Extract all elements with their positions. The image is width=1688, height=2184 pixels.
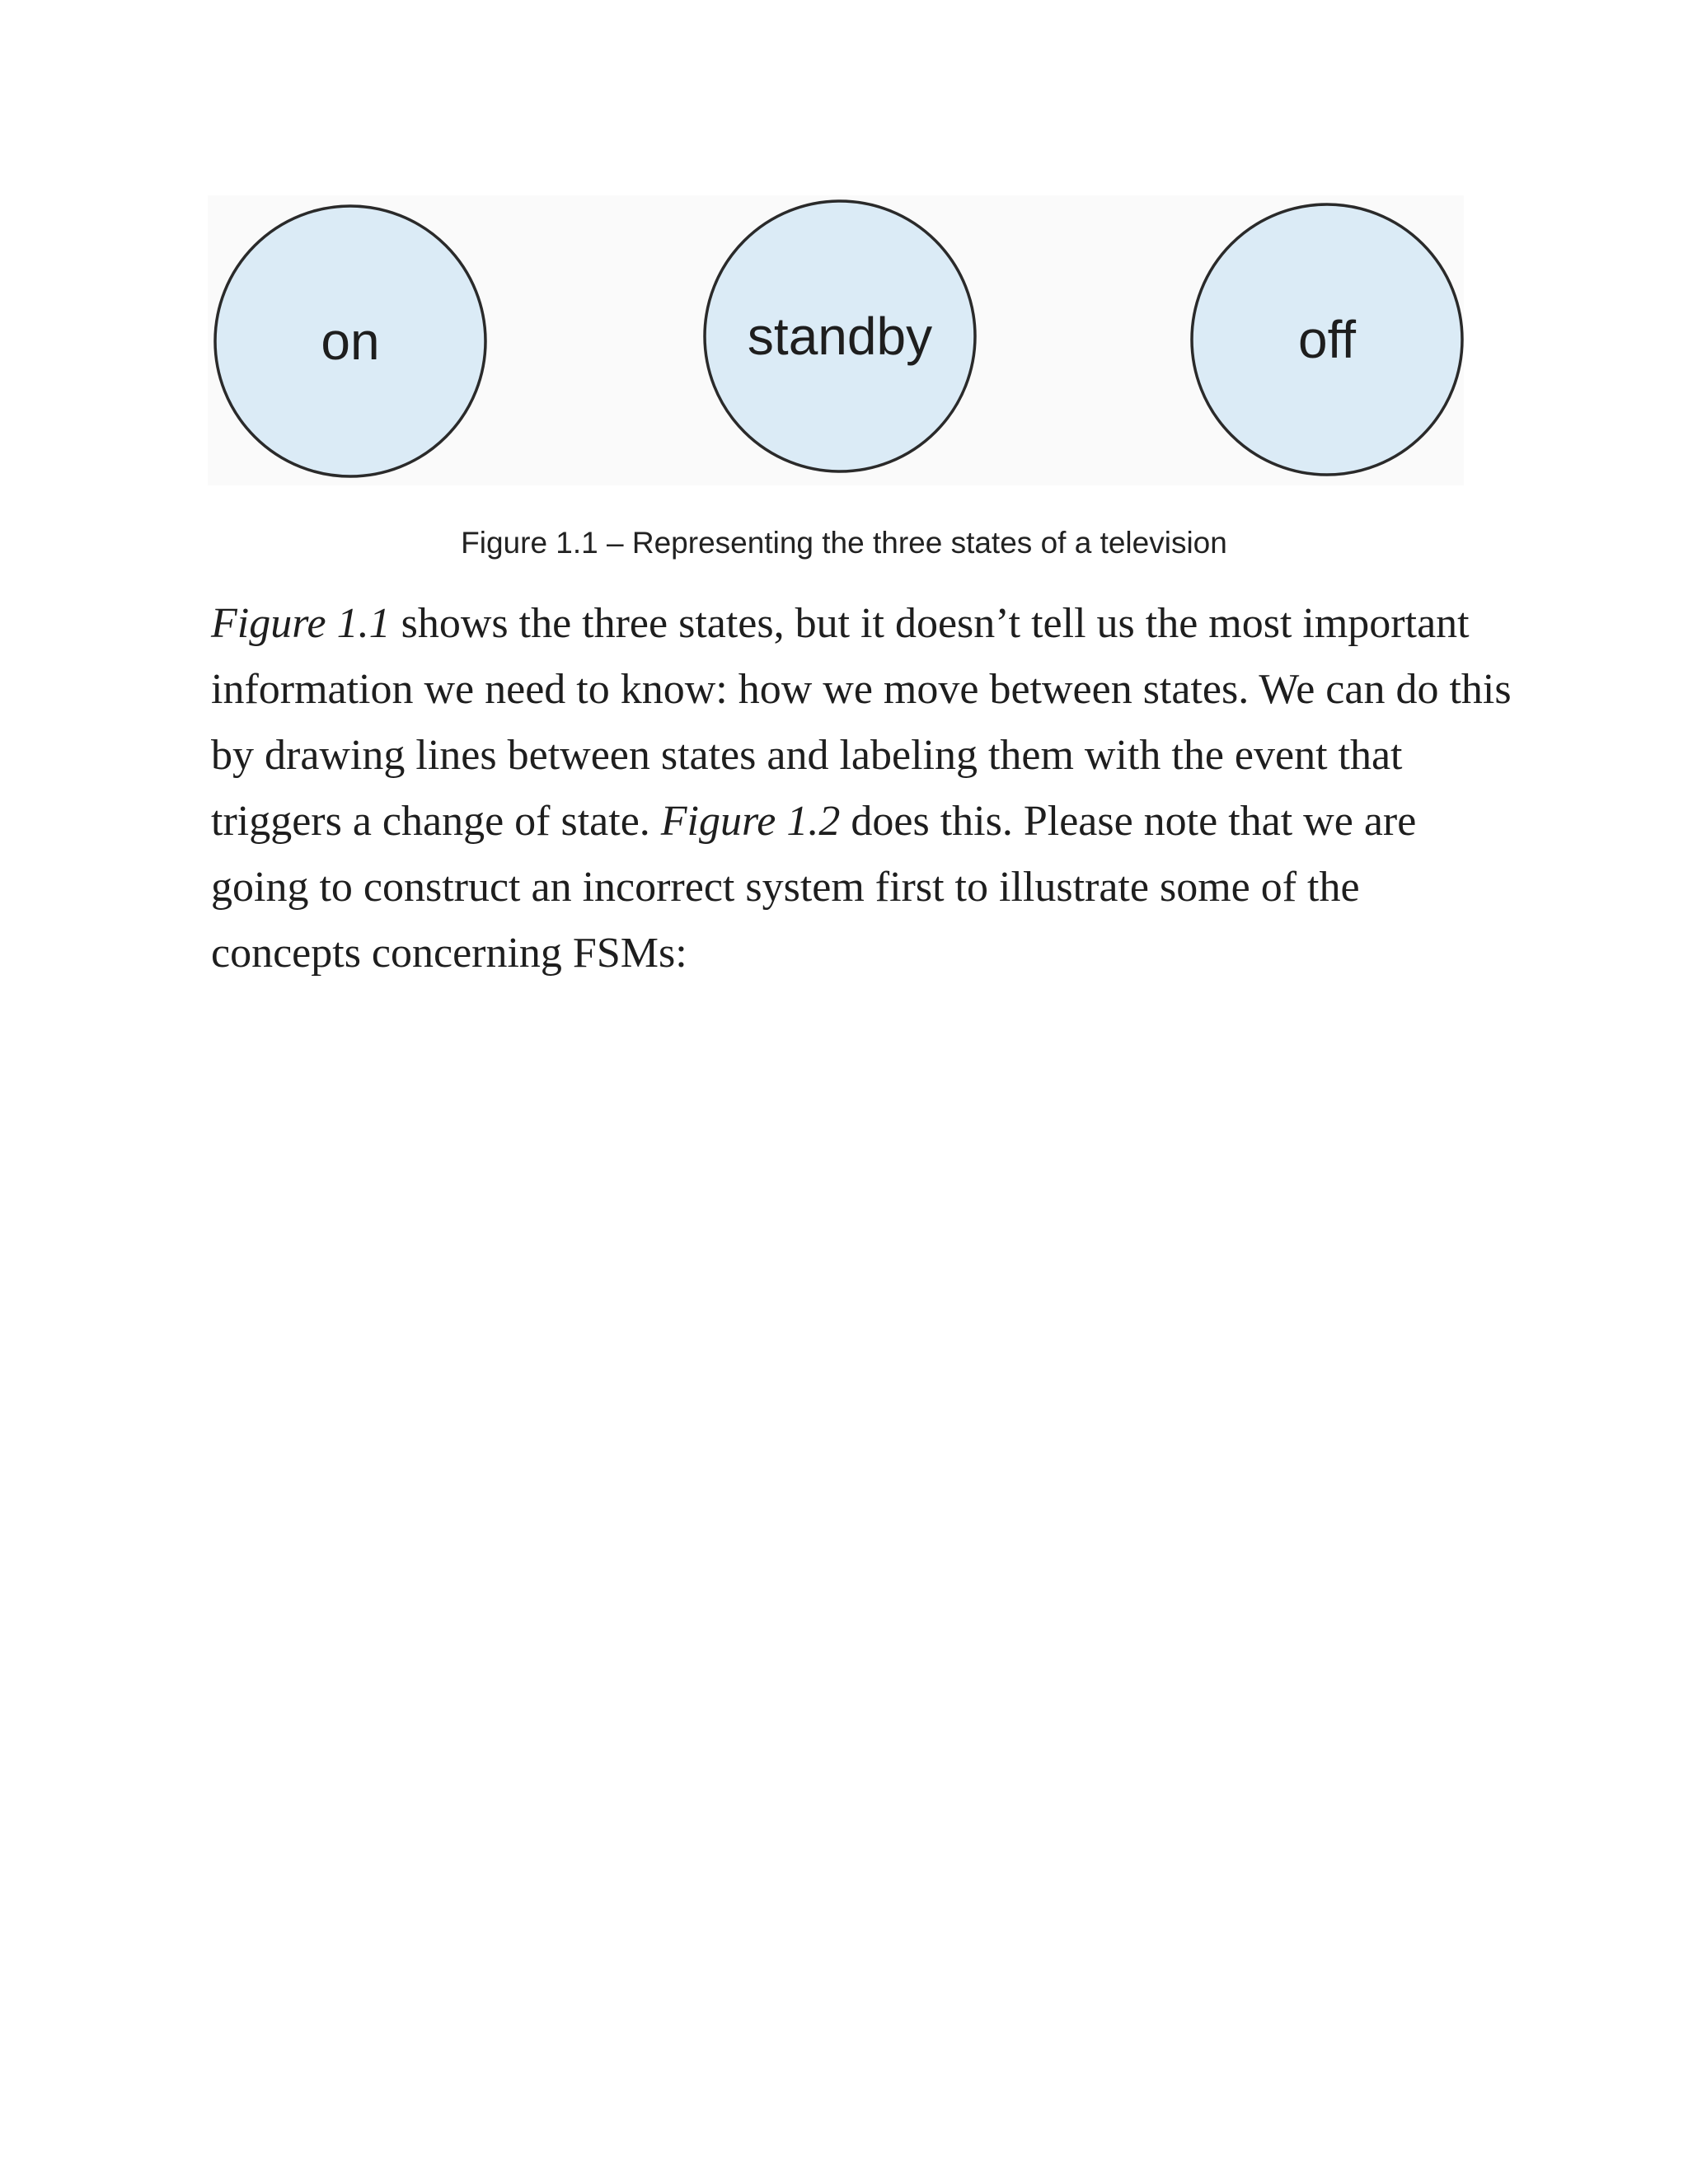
paragraph-text: triggers a change of state.: [211, 798, 661, 845]
paragraph-line-1: [211, 591, 1497, 657]
paragraph-text: shows the three states, but it doesn’t tell us the most important: [390, 600, 1470, 647]
state-diagram: [208, 195, 1464, 485]
paragraph-line-2: information we need to know: how we move between states. We can do this: [211, 666, 1512, 713]
body-paragraph: [211, 591, 1512, 987]
figure-reference: Figure 1.1: [211, 600, 391, 647]
figure-caption: Figure 1.1 – Representing the three states of a television: [461, 526, 1227, 560]
state-node-off: [1192, 204, 1462, 475]
paragraph-line-5: going to construct an incorrect system first to illustrate some of the: [211, 864, 1360, 911]
paragraph-line-3: by drawing lines between states and labeling them with the event that: [211, 732, 1403, 779]
state-node-standby: [705, 201, 975, 471]
state-label-on: on: [321, 312, 380, 371]
state-label-off: off: [1298, 310, 1356, 369]
figure-reference: Figure 1.2: [660, 798, 841, 845]
paragraph-line-4: [211, 789, 1497, 855]
figure-1-1: [208, 195, 1464, 485]
paragraph-line-6: concepts concerning FSMs:: [211, 930, 687, 977]
state-label-standby: standby: [747, 307, 933, 366]
state-node-on: [215, 206, 485, 476]
paragraph-text: does this. Please note that we are: [840, 798, 1417, 845]
